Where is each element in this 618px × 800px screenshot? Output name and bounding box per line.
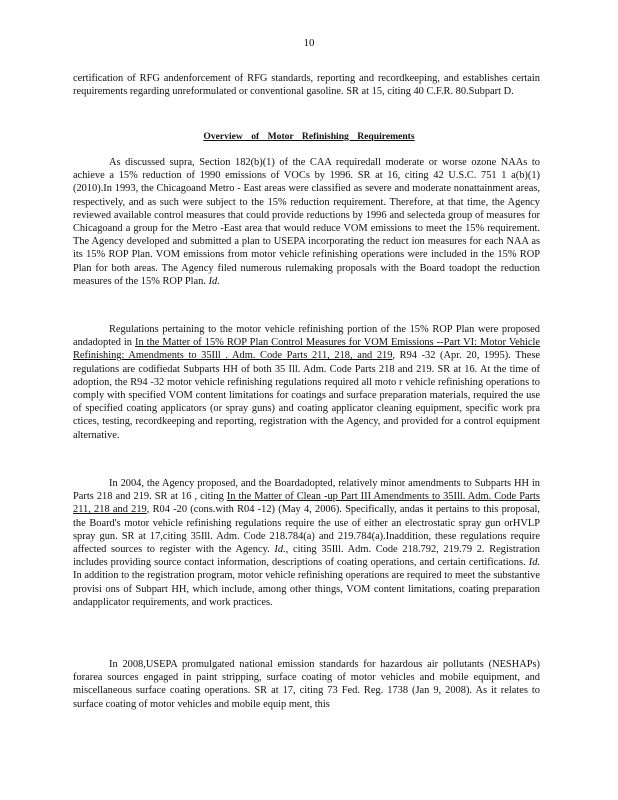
paragraph-text: , R04 -20 (cons.with R04 -12) (May 4, 2006). Specifically, andas it pertains to this proposal, the Board's motor vehicle refinishing regulations require the use of either an electrostatic spray gun orHVLP spray gun. SR at 17,citing 35Ill. Adm. Code 218.784(a) and 219.784(a).Inaddition, these regulations require affected sources to register with the Agency. [73,504,540,556]
case-title: In the Matter of Clean -up Part III Amendments to 35Ill. Adm. Code Parts 211, 218 and 219 [73,491,540,516]
paragraph-text: As discussed supra, Section 182(b)(1) of the CAA requiredall moderate or worse ozone NAAs to achieve a 15% reduction of 1990 emissions of VOCs by 1996. SR at 16, citing 42 U.S.C. 751 1 a(b)(1) (2010).In 1993, the Chicagoand Metro - East areas were classified as severe and moderate nonattainment areas, respectively, and as such were subject to the 15% reduction requirement. Therefore, at that time, the Agency reviewed available control measures that could provide reductions by 1996 and selecteda group of measures for Chicagoand a group for the Metro -East area that would reduce VOM emissions to meet the 15% requirement. The Agency developed and submitted a plan to USEPA incorporating the reduct ion measures for each NAA as its 15% ROP Plan. VOM emissions from motor vehicle refinishing operations were included in the 15% ROP Plan for both areas. The Agency filed numerous rulemaking proposals with the Board toadopt the reduction measures of the 15% ROP Plan. [73,157,540,287]
paragraph-text: , citing 35Ill. Adm. Code 218.792, 219.79 2. Registration includes providing source contact information, descriptions of coating operations, and certain certifications. [73,544,540,569]
case-title: In the Matter of 15% ROP Plan Control Measures for VOM Emissions --Part VI: Motor Vehicle Refinishing: Amendments to 35Ill . Adm. Code Parts 211, 218, and 219 [73,337,540,362]
paragraph-r94-32-regulations [73,323,540,442]
paragraph-2004-amendments [73,477,540,609]
paragraph-2008-neshaps: In 2008,USEPA promulgated national emission standards for hazardous air pollutants (NESHAPs) forarea sources engaged in paint stripping, surface coating of motor vehicles and mobile equipment, and miscellaneous surface coating operations. SR at 17, citing 73 Fed. Reg. 1738 (Jan 9, 2008). As it relates to surface coating of motor vehicles and mobile equip ment, this [73,659,540,710]
paragraph-text: Regulations pertaining to the motor vehicle refinishing portion of the 15% ROP Plan were proposed andadopted in [73,324,540,349]
paragraph-text: In 2004, the Agency proposed, and the Boardadopted, relatively minor amendments to Subparts HH in Parts 218 and 219. SR at 16 , citing [73,478,540,503]
paragraph-text: In addition to the registration program, motor vehicle refinishing operations are required to meet the substantive provisi ons of Subpart HH, which include, among other things, VOM content limitations, coating preparation andapplicator requirements, and work practices. [73,570,540,608]
intro-paragraph: certification of RFG andenforcement of RFG standards, reporting and recordkeeping, and establishes certain requirements regarding unreformulated or conventional gasoline. SR at 15, citing 40 C.F.R. 80.Subpart D. [73,73,540,98]
section-heading: Overview of Motor Refinishing Requirements [203,131,415,142]
paragraph-overview-15-percent [73,156,540,288]
paragraph-text: , R94 -32 (Apr. 20, 1995). These regulations are codifiedat Subparts HH of both 35 Ill. Adm. Code Parts 218 and 219. SR at 16. At the time of adoption, the R94 -32 motor vehicle refinishing regulations required all moto r vehicle refinishing operations to comply with specified VOM content limitations for coatings and surface preparation materials, required the use of specified coating applicators (or spray guns) and coating applicator cleaning equipment, specific work pra ctices, testing, recordkeeping and reporting, registration with the Agency, and provided for a control equipment alternative. [73,350,540,441]
id-citation: Id. [274,544,286,556]
id-citation: Id. [528,557,540,569]
page-number: 10 [303,37,315,49]
id-citation: Id. [208,275,220,287]
